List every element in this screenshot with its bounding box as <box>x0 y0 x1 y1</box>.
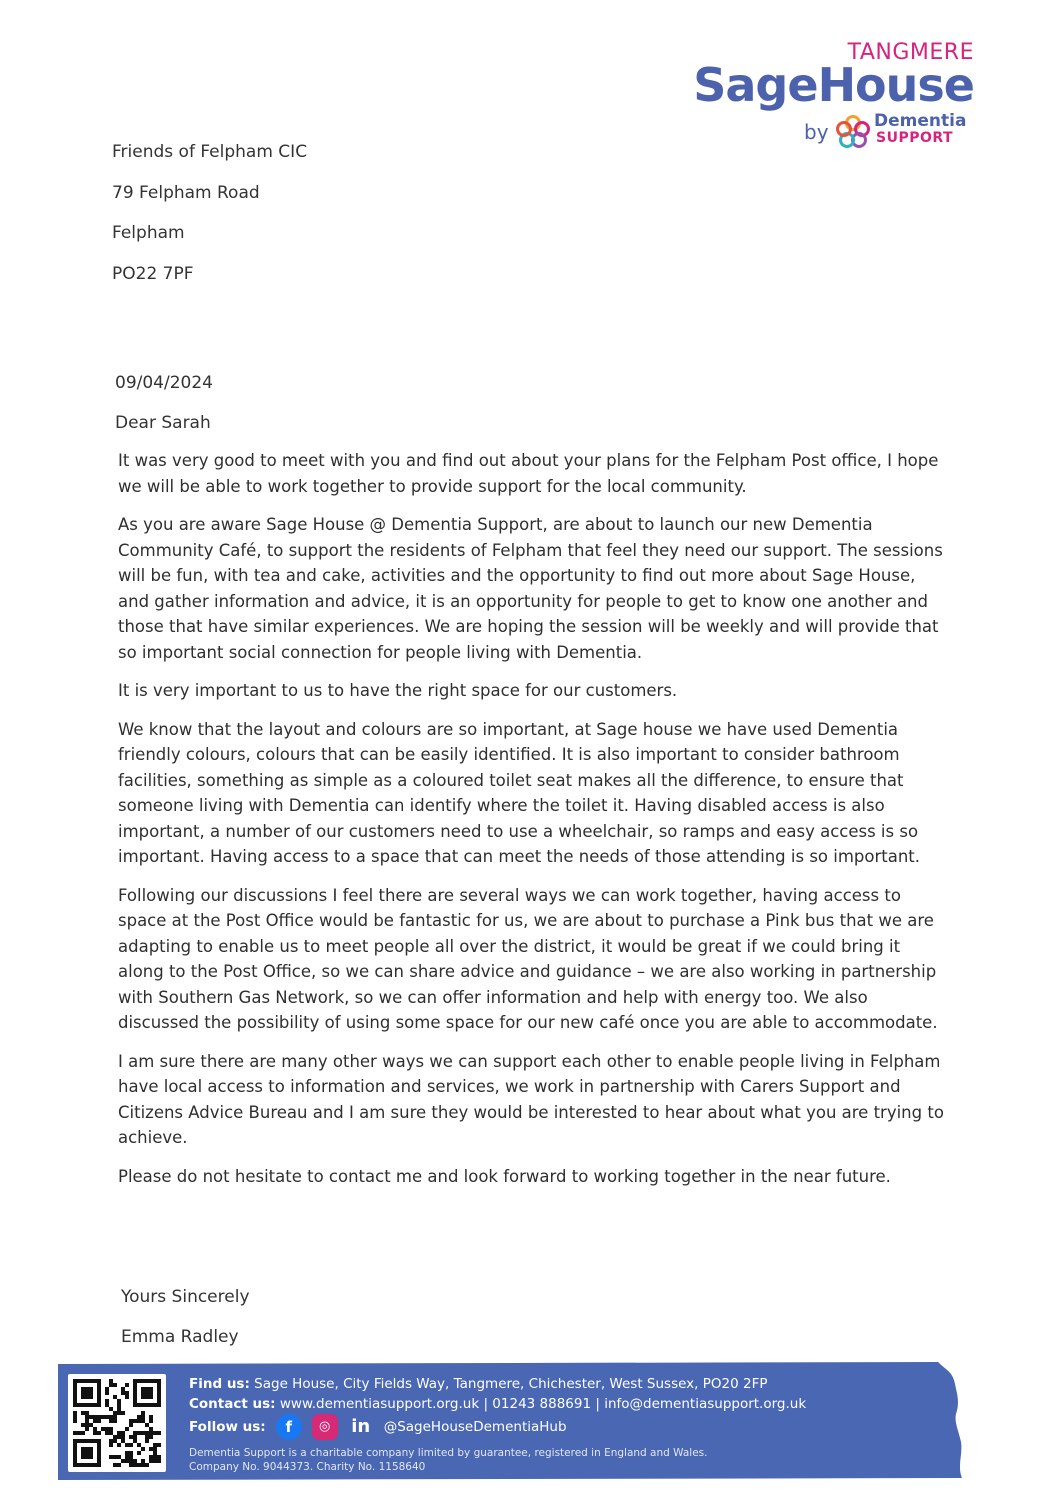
signatory-name: Emma Radley <box>121 1327 239 1347</box>
letter-greeting: Dear Sarah <box>115 413 211 433</box>
footer-find-row <box>189 1374 806 1394</box>
logo-brand: SageHouse <box>693 58 974 112</box>
logo-by: by <box>804 120 829 144</box>
linkedin-icon[interactable]: in <box>351 1416 371 1437</box>
body-paragraph: It was very good to meet with you and find out about your plans for the Felpham Post office, I hope we will be able to work together to provide support for the local community. <box>118 451 939 496</box>
flower-icon <box>835 114 871 150</box>
body-paragraph: As you are aware Sage House @ Dementia Support, are about to launch our new Dementia Community Café, to support the residents of Felpham that feel they need our support. The sessions will be fun, with tea and cake, activities and the opportunity to find out more about Sage House, and gather information and advice, it is an opportunity for people to get to know one another and those that have similar experiences. We are hoping the session will be weekly and will provide that so important social connection for people living with Dementia. <box>118 515 943 662</box>
find-label: Find us: <box>189 1376 250 1392</box>
letter-date: 09/04/2024 <box>115 373 213 393</box>
facebook-icon[interactable]: f <box>276 1414 302 1440</box>
legal-line: Dementia Support is a charitable company limited by guarantee, registered in England and Wales. <box>189 1447 708 1459</box>
social-handle[interactable]: @SageHouseDementiaHub <box>383 1419 567 1435</box>
address-line: 79 Felpham Road <box>112 182 260 203</box>
contact-details[interactable]: www.dementiasupport.org.uk | 01243 888691 | info@dementiasupport.org.uk <box>279 1396 807 1412</box>
contact-label: Contact us: <box>189 1396 276 1412</box>
logo-org-line1: Dementia <box>874 111 967 131</box>
find-address: Sage House, City Fields Way, Tangmere, Chichester, West Sussex, PO20 2FP <box>254 1376 768 1392</box>
body-paragraph: Please do not hesitate to contact me and look forward to working together in the near future. <box>118 1166 891 1186</box>
legal-line: Company No. 9044373. Charity No. 1158640 <box>189 1461 426 1473</box>
address-line: Friends of Felpham CIC <box>112 142 308 162</box>
footer-follow-row <box>189 1414 806 1440</box>
body-paragraph: It is very important to us to have the right space for our customers. <box>118 681 678 700</box>
footer-info <box>189 1374 806 1474</box>
footer-contact-row <box>189 1394 806 1414</box>
footer-banner <box>58 1362 965 1480</box>
body-paragraph: Following our discussions I feel there are several ways we can work together, having access to space at the Post Office would be fantastic for us, we are about to purchase a Pink bus that we are adapting to enable us to meet people all over the district, it would be great if we could bring it along to the Post Office, so we can share advice and guidance – we are also working in partnership with Southern Gas Network, so we can offer information and help with energy too. We also discussed the possibility of using some space for our new café once you are able to accommodate. <box>118 885 938 1032</box>
instagram-icon[interactable]: ◎ <box>312 1414 338 1440</box>
sagehouse-logo <box>664 40 974 160</box>
qr-code[interactable] <box>68 1374 166 1472</box>
logo-location: TANGMERE <box>847 40 974 65</box>
address-line: Felpham <box>112 223 185 243</box>
recipient-address <box>112 132 307 294</box>
closing-phrase: Yours Sincerely <box>121 1287 250 1307</box>
letter-closing <box>121 1277 250 1357</box>
qr-code-icon <box>73 1379 161 1467</box>
letter-body <box>118 448 948 1202</box>
address-line: PO22 7PF <box>112 263 194 284</box>
body-paragraph: We know that the layout and colours are so important, at Sage house we have used Dementia friendly colours, colours that can be easily identified. It is also important to consider bathroom facilities, something as simple as a coloured toilet seat makes all the difference, to ensure that someone living with Dementia can identify where the toilet it. Having disabled access is also important, a number of our customers need to use a wheelchair, so ramps and easy access is so important. Having access to a space that can meet the needs of those attending is so important. <box>118 719 921 866</box>
body-paragraph: I am sure there are many other ways we can support each other to enable people living in Felpham have local access to information and services, we work in partnership with Carers Support and Citizens Advice Bureau and I am sure they would be interested to hear about what you are trying to achieve. <box>118 1051 944 1147</box>
logo-org-line2: SUPPORT <box>876 130 954 146</box>
follow-label: Follow us: <box>189 1419 266 1435</box>
footer-legal <box>189 1446 806 1474</box>
